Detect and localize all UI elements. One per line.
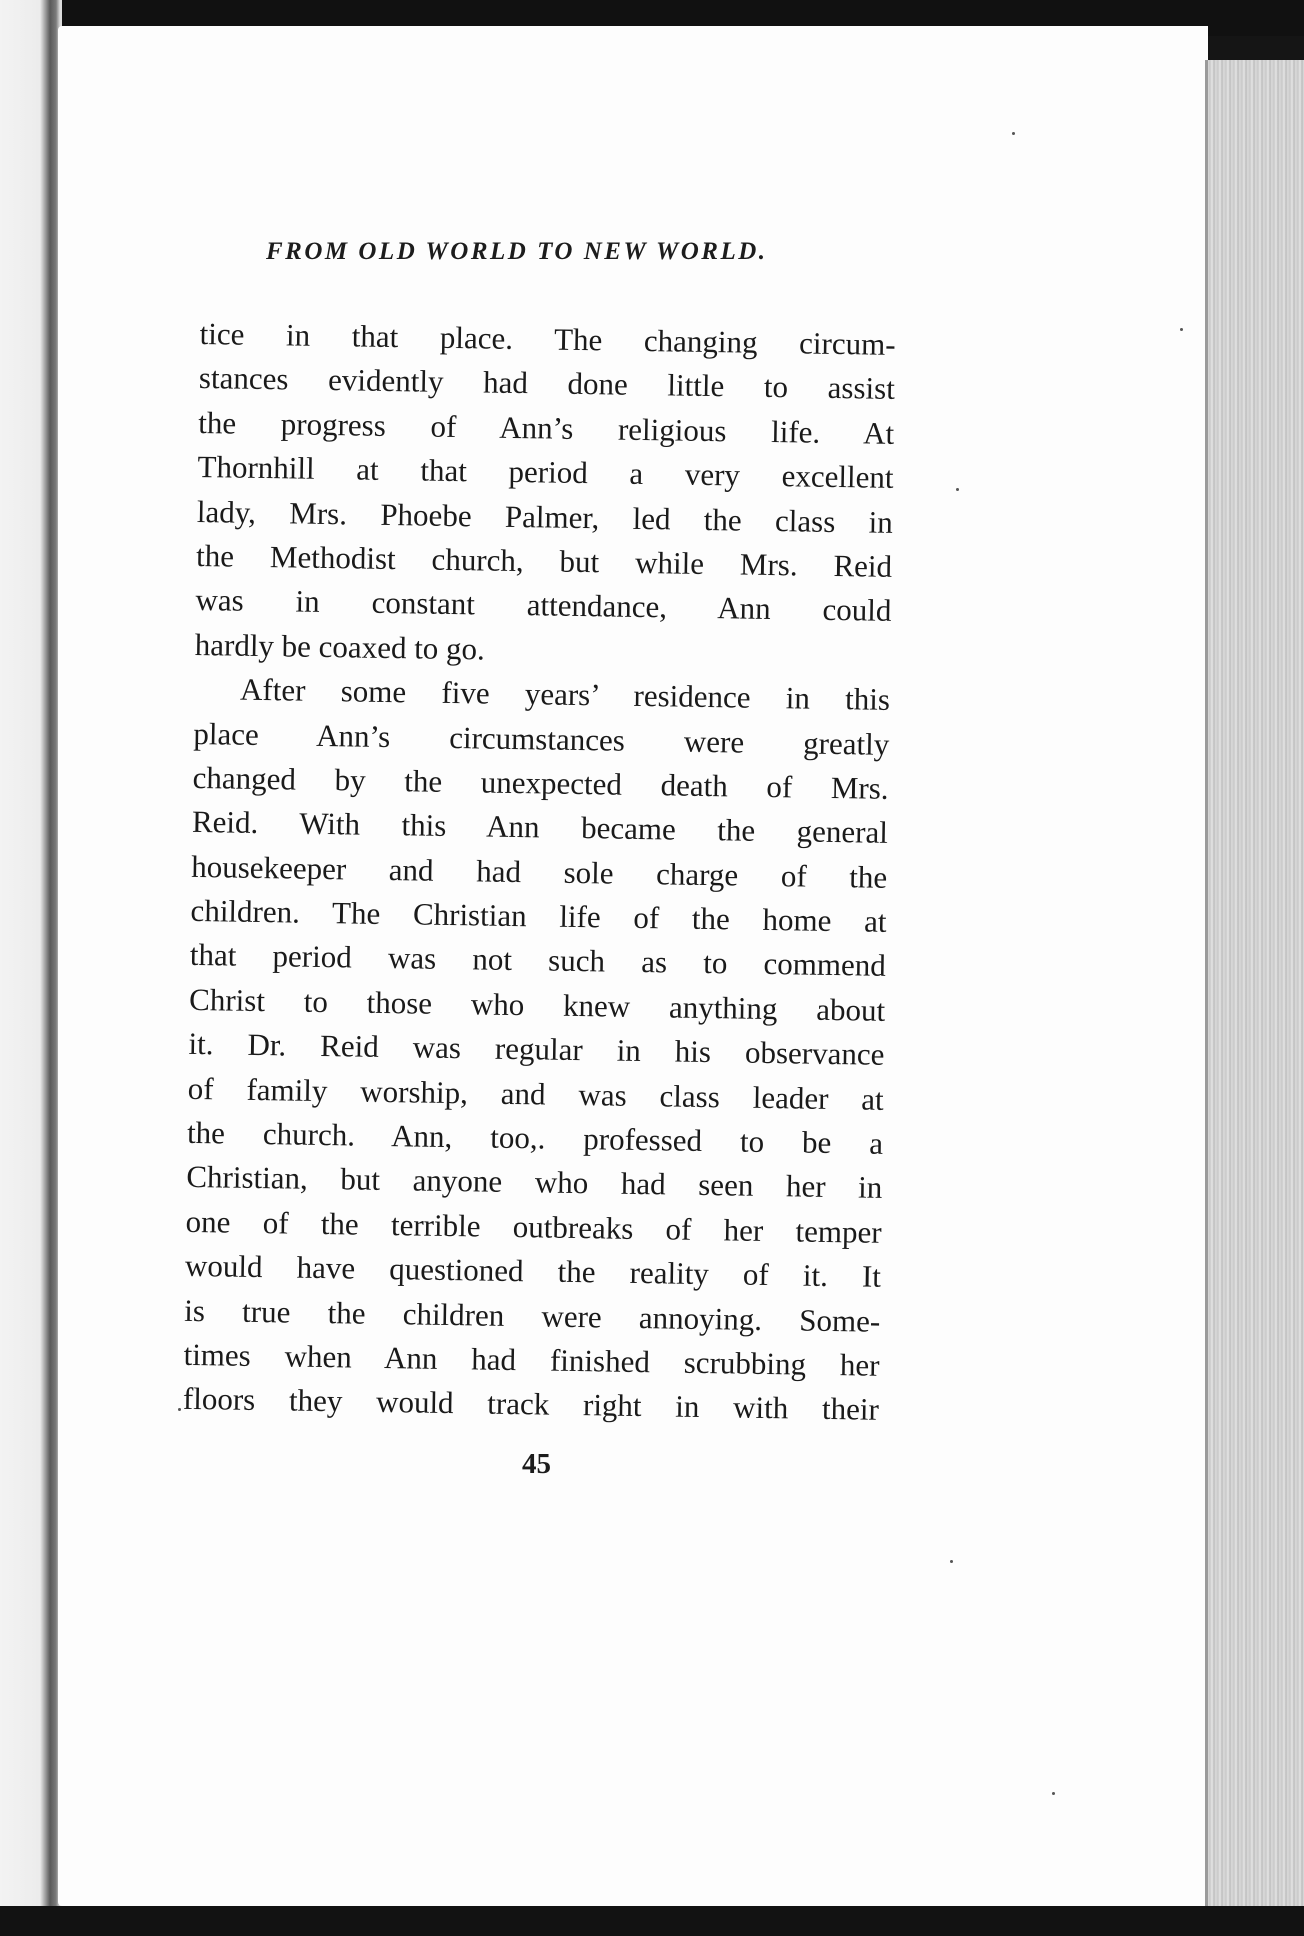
text-line: the progress of Ann’s religious life. At: [197, 404, 895, 451]
scan-speck: [956, 488, 959, 491]
scan-speck: [1180, 328, 1183, 331]
text-line: hardly be coaxed to go.: [194, 626, 486, 667]
body-text: [183, 312, 896, 1433]
book-page-edges: [1205, 60, 1304, 1936]
scan-speck: [178, 1408, 181, 1411]
text-line: Reid. With this Ann became the general: [191, 804, 889, 851]
text-line: of family worship, and was class leader at: [187, 1070, 884, 1117]
text-line: it. Dr. Reid was regular in his observance: [188, 1026, 885, 1073]
left-page-edge: [0, 0, 62, 1936]
text-line: is true the children were annoying. Some-: [184, 1292, 881, 1339]
text-line: children. The Christian life of the home at: [190, 893, 887, 939]
text-line: would have questioned the reality of it. It: [184, 1248, 882, 1295]
text-line: was in constant attendance, Ann could: [195, 582, 892, 629]
text-line: the church. Ann, too,. professed to be a: [186, 1114, 884, 1161]
text-line: place Ann’s circumstances were greatly: [193, 715, 890, 762]
scan-speck: [1052, 1792, 1055, 1795]
text-line: Christ to those who knew anything about: [188, 981, 886, 1028]
text-line: the Methodist church, but while Mrs. Reid: [195, 537, 893, 584]
text-line: Thornhill at that period a very excellent: [197, 449, 894, 496]
text-line: times when Ann had finished scrubbing her: [183, 1336, 880, 1383]
text-line: tice in that place. The changing circum-: [199, 315, 896, 362]
running-title: FROM OLD WORLD TO NEW WORLD.: [266, 238, 768, 265]
text-line: After some five years’ residence in this: [239, 671, 891, 718]
scan-speck: [1012, 132, 1015, 135]
scan-speck: [950, 1560, 953, 1563]
text-line: Christian, but anyone who had seen her in: [186, 1159, 883, 1206]
text-line: floors they would track right in with their: [182, 1381, 880, 1428]
text-line: one of the terrible outbreaks of her temper: [185, 1203, 882, 1250]
text-line: stances evidently had done little to assist: [198, 360, 896, 407]
page-number: 45: [522, 1448, 551, 1480]
text-line: changed by the unexpected death of Mrs.: [192, 759, 889, 806]
text-line: housekeeper and had sole charge of the: [191, 848, 888, 895]
scan-bottom-border: [0, 1906, 1304, 1936]
text-line: lady, Mrs. Phoebe Palmer, led the class in: [196, 493, 894, 540]
text-line: that period was not such as to commend: [189, 937, 887, 984]
